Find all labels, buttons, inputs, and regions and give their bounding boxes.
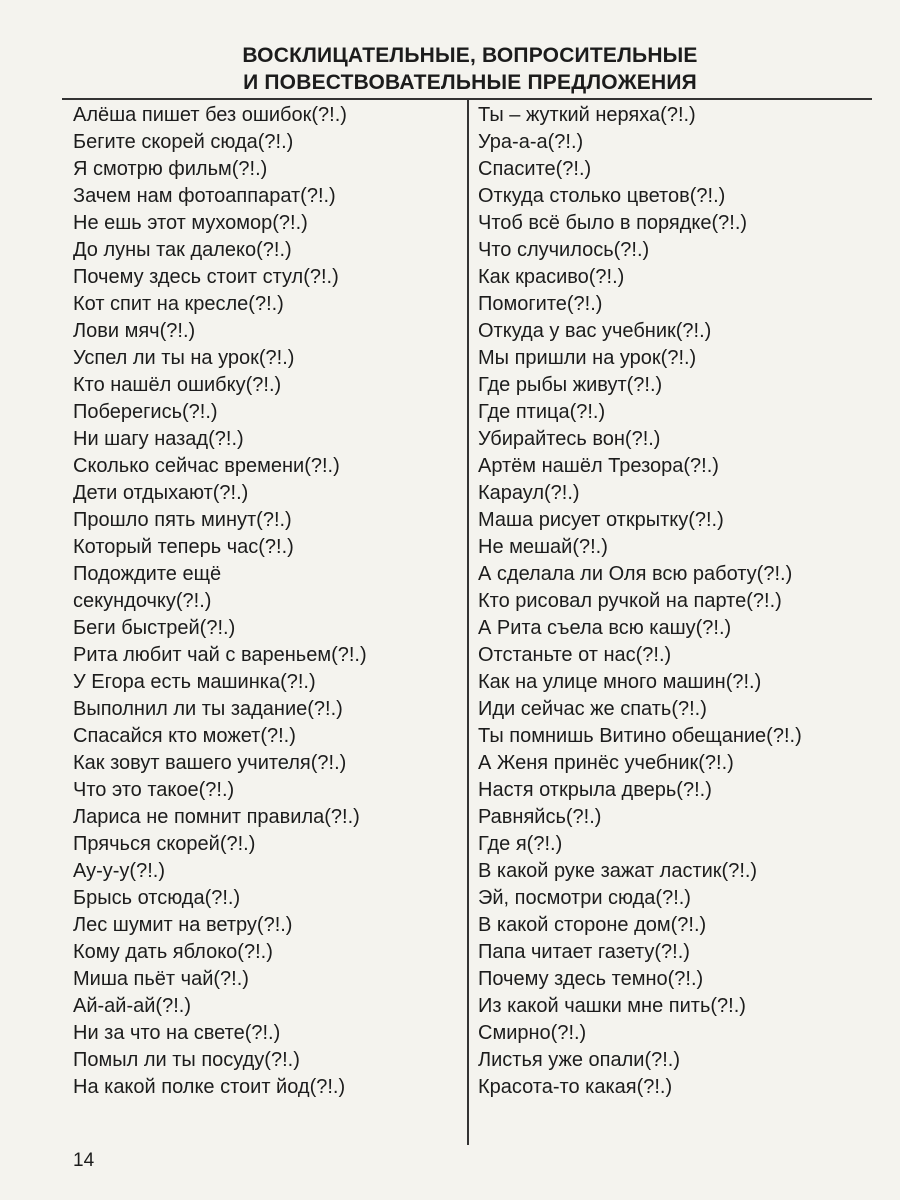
- sentence-item: В какой руке зажат ластик(?!.): [478, 860, 758, 882]
- column-divider: [467, 100, 469, 1145]
- sentence-item: Беги быстрей(?!.): [73, 617, 236, 639]
- sentence-item: Помыл ли ты посуду(?!.): [73, 1049, 300, 1071]
- sentence-item: Лариса не помнит правила(?!.): [73, 806, 360, 828]
- sentence-item: Который теперь час(?!.): [73, 536, 294, 558]
- sentence-item: Лес шумит на ветру(?!.): [73, 914, 293, 936]
- sentence-item: Листья уже опали(?!.): [478, 1049, 681, 1071]
- sentence-item: У Егора есть машинка(?!.): [73, 671, 316, 693]
- sentence-item: Бегите скорей сюда(?!.): [73, 131, 294, 153]
- sentence-item: Ай-ай-ай(?!.): [73, 995, 191, 1017]
- sentence-item: Эй, посмотри сюда(?!.): [478, 887, 691, 909]
- sentence-item: А сделала ли Оля всю работу(?!.): [478, 563, 793, 585]
- sentence-item: Дети отдыхают(?!.): [73, 482, 249, 504]
- sentence-item: Успел ли ты на урок(?!.): [73, 347, 295, 369]
- sentence-item: Ни шагу назад(?!.): [73, 428, 244, 450]
- sentence-item: Зачем нам фотоаппарат(?!.): [73, 185, 336, 207]
- sentence-item: Как на улице много машин(?!.): [478, 671, 762, 693]
- sentence-item: Почему здесь темно(?!.): [478, 968, 704, 990]
- sentence-item: Почему здесь стоит стул(?!.): [73, 266, 339, 288]
- sentence-item: В какой стороне дом(?!.): [478, 914, 707, 936]
- sentence-item: Что случилось(?!.): [478, 239, 650, 261]
- sentence-item: Иди сейчас же спать(?!.): [478, 698, 707, 720]
- sentence-item: Караул(?!.): [478, 482, 580, 504]
- sentence-item: Что это такое(?!.): [73, 779, 235, 801]
- sentence-item: До луны так далеко(?!.): [73, 239, 292, 261]
- sentence-item: Не мешай(?!.): [478, 536, 608, 558]
- sentence-item: Ты помнишь Витино обещание(?!.): [478, 725, 802, 747]
- sentence-item: Откуда у вас учебник(?!.): [478, 320, 712, 342]
- sentence-item: Кот спит на кресле(?!.): [73, 293, 284, 315]
- sentence-item: Спасайся кто может(?!.): [73, 725, 296, 747]
- sentence-item: Откуда столько цветов(?!.): [478, 185, 726, 207]
- sentence-item: Ура-а-а(?!.): [478, 131, 584, 153]
- sentence-item: Поберегись(?!.): [73, 401, 218, 423]
- sentence-item: Ни за что на свете(?!.): [73, 1022, 281, 1044]
- sentence-item: Сколько сейчас времени(?!.): [73, 455, 340, 477]
- sentence-item: А Женя принёс учебник(?!.): [478, 752, 734, 774]
- sentence-item: Красота-то какая(?!.): [478, 1076, 673, 1098]
- sentence-item: Рита любит чай с вареньем(?!.): [73, 644, 367, 666]
- sentence-item: Равняйсь(?!.): [478, 806, 602, 828]
- sentence-item: Маша рисует открытку(?!.): [478, 509, 724, 531]
- title-line-2: И ПОВЕСТВОВАТЕЛЬНЫЕ ПРЕДЛОЖЕНИЯ: [243, 71, 697, 94]
- sentence-item: Подождите ещё: [73, 563, 222, 585]
- sentence-item: Из какой чашки мне пить(?!.): [478, 995, 746, 1017]
- sentence-item: Настя открыла дверь(?!.): [478, 779, 712, 801]
- sentence-item: Кто нашёл ошибку(?!.): [73, 374, 282, 396]
- sentence-item: Миша пьёт чай(?!.): [73, 968, 249, 990]
- title-line-1: ВОСКЛИЦАТЕЛЬНЫЕ, ВОПРОСИТЕЛЬНЫЕ: [242, 44, 698, 67]
- sentence-item: Как красиво(?!.): [478, 266, 625, 288]
- sentence-item: Ау-у-у(?!.): [73, 860, 165, 882]
- right-sentence-column: [478, 102, 888, 1101]
- sentence-item: Чтоб всё было в порядке(?!.): [478, 212, 748, 234]
- sentence-item: Мы пришли на урок(?!.): [478, 347, 697, 369]
- sentence-item: Где я(?!.): [478, 833, 563, 855]
- sentence-item: Как зовут вашего учителя(?!.): [73, 752, 347, 774]
- sentence-item: Кто рисовал ручкой на парте(?!.): [478, 590, 782, 612]
- sentence-item: Прячься скорей(?!.): [73, 833, 256, 855]
- sentence-item: Не ешь этот мухомор(?!.): [73, 212, 308, 234]
- sentence-item: А Рита съела всю кашу(?!.): [478, 617, 732, 639]
- sentence-item: Ты – жуткий неряха(?!.): [478, 104, 696, 126]
- sentence-item: Смирно(?!.): [478, 1022, 587, 1044]
- sentence-item: Я смотрю фильм(?!.): [73, 158, 268, 180]
- sentence-item: Прошло пять минут(?!.): [73, 509, 292, 531]
- sentence-item: Где птица(?!.): [478, 401, 606, 423]
- sentence-item: Спасите(?!.): [478, 158, 592, 180]
- sentence-item: Брысь отсюда(?!.): [73, 887, 241, 909]
- sentence-item: Где рыбы живут(?!.): [478, 374, 663, 396]
- sentence-item: Помогите(?!.): [478, 293, 603, 315]
- sentence-item: Папа читает газету(?!.): [478, 941, 690, 963]
- page-title: [150, 42, 790, 96]
- sentence-item: Кому дать яблоко(?!.): [73, 941, 273, 963]
- page-number: 14: [73, 1150, 95, 1171]
- sentence-item: Алёша пишет без ошибок(?!.): [73, 104, 347, 126]
- sentence-item: На какой полке стоит йод(?!.): [73, 1076, 346, 1098]
- sentence-item: Убирайтесь вон(?!.): [478, 428, 661, 450]
- sentence-item: секундочку(?!.): [73, 590, 212, 612]
- sentence-item: Лови мяч(?!.): [73, 320, 196, 342]
- sentence-item: Отстаньте от нас(?!.): [478, 644, 672, 666]
- sentence-item: Артём нашёл Трезора(?!.): [478, 455, 719, 477]
- sentence-item: Выполнил ли ты задание(?!.): [73, 698, 343, 720]
- left-sentence-column: [73, 102, 463, 1101]
